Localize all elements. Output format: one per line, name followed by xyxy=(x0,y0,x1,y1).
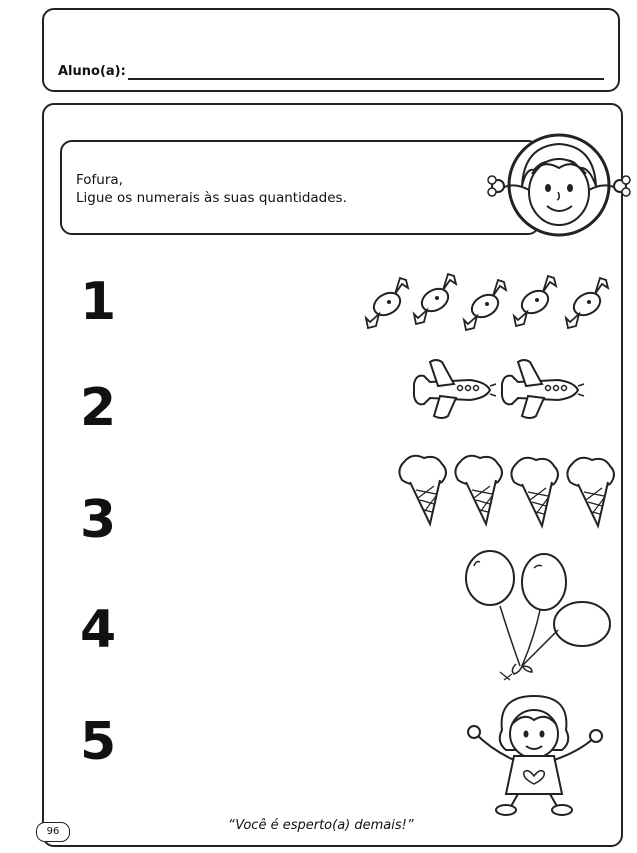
ice-cream-icon xyxy=(455,456,502,524)
student-label: Aluno(a): xyxy=(58,64,126,79)
numeral-4[interactable]: 4 xyxy=(80,600,117,660)
instruction-greeting: Fofura, xyxy=(76,172,123,188)
girl-icon[interactable] xyxy=(462,690,606,820)
ice-cream-icon xyxy=(567,458,614,526)
balloon-icon xyxy=(522,554,566,610)
candy-icon xyxy=(464,280,506,330)
airplane-icon xyxy=(502,360,584,418)
instruction-box xyxy=(60,140,540,235)
footer-quote: “Você é esperto(a) demais!” xyxy=(228,818,414,833)
ice-creams-group[interactable] xyxy=(394,450,620,530)
candy-icon xyxy=(366,278,408,328)
balloon-icon xyxy=(466,551,514,605)
student-name-box xyxy=(42,8,620,92)
candy-icon xyxy=(566,278,608,328)
candy-icon xyxy=(514,276,556,326)
page-number: 96 xyxy=(36,822,70,842)
numeral-1[interactable]: 1 xyxy=(80,272,117,332)
student-name-line[interactable] xyxy=(128,78,604,80)
balloon-icon xyxy=(554,602,610,646)
instruction-text: Ligue os numerais às suas quantidades. xyxy=(76,190,347,206)
ice-cream-icon xyxy=(399,456,446,524)
balloons-group[interactable] xyxy=(460,548,620,684)
numeral-3[interactable]: 3 xyxy=(80,490,117,550)
candy-icon xyxy=(414,274,456,324)
airplane-icon xyxy=(414,360,496,418)
airplanes-group[interactable] xyxy=(410,356,590,424)
candies-group[interactable] xyxy=(362,262,624,338)
girl-face-icon xyxy=(484,128,634,243)
ice-cream-icon xyxy=(511,458,558,526)
numeral-5[interactable]: 5 xyxy=(80,712,117,772)
numeral-2[interactable]: 2 xyxy=(80,378,117,438)
